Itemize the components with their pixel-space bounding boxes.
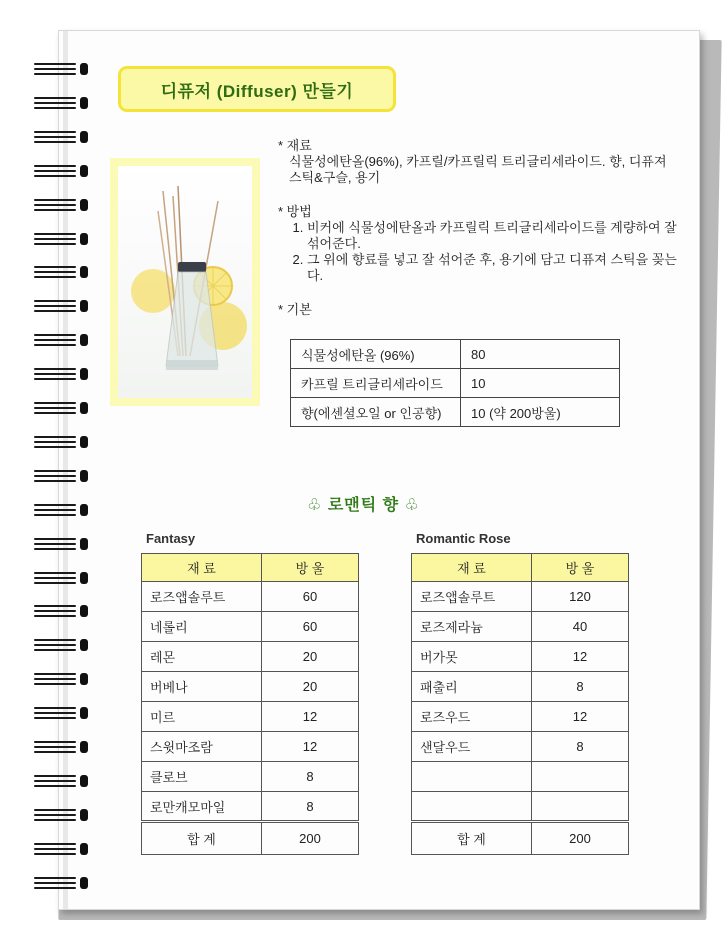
amount-cell: 40	[532, 612, 629, 642]
ingredient-cell: 스윗마조람	[142, 732, 262, 762]
amount-cell: 12	[262, 732, 359, 762]
spiral-ring	[30, 569, 88, 587]
ingredient-cell: 샌달우드	[412, 732, 532, 762]
ingredient-cell	[412, 762, 532, 792]
ingredient-cell: 로즈앱솔루트	[412, 582, 532, 612]
spiral-ring	[30, 196, 88, 214]
ingredient-cell: 로즈제라늄	[412, 612, 532, 642]
basic-recipe-table	[290, 339, 620, 427]
spiral-ring	[30, 535, 88, 553]
total-label: 합 계	[412, 822, 532, 855]
table-row	[412, 702, 629, 732]
amount-cell: 8	[262, 792, 359, 822]
diffuser-illustration	[118, 166, 252, 398]
basic-name: 카프릴 트리글리세라이드	[291, 369, 461, 398]
spiral-ring	[30, 230, 88, 248]
page-title: 디퓨저 (Diffuser) 만들기	[118, 66, 396, 112]
recipe-name-fantasy: Fantasy	[146, 531, 196, 546]
spiral-ring	[30, 806, 88, 824]
spiral-ring	[30, 263, 88, 281]
diffuser-photo	[118, 166, 252, 398]
spiral-ring	[30, 433, 88, 451]
ingredient-cell: 클로브	[142, 762, 262, 792]
total-row	[412, 822, 629, 855]
amount-cell: 20	[262, 642, 359, 672]
diffuser-photo-frame	[110, 158, 260, 406]
basic-amount: 10	[461, 369, 620, 398]
recipe-table-fantasy	[141, 553, 359, 855]
table-row	[291, 340, 620, 369]
table-row	[142, 792, 359, 822]
table-row	[142, 732, 359, 762]
column-header-amount: 방 울	[532, 554, 629, 582]
amount-cell: 60	[262, 582, 359, 612]
ingredient-cell: 로즈앱솔루트	[142, 582, 262, 612]
total-label: 합 계	[142, 822, 262, 855]
total-value: 200	[262, 822, 359, 855]
ingredient-cell	[412, 792, 532, 822]
table-row	[412, 582, 629, 612]
spiral-ring	[30, 874, 88, 892]
table-row	[142, 672, 359, 702]
table-row	[142, 612, 359, 642]
materials-heading: * 재료	[278, 138, 312, 153]
materials-text: 식물성에탄올(96%), 카프릴/카프릴릭 트리글리세라이드. 향, 디퓨져스틱&구슬, 용기	[289, 154, 667, 185]
table-row	[412, 792, 629, 822]
column-header-ingredient: 재 료	[412, 554, 532, 582]
spiral-ring	[30, 602, 88, 620]
amount-cell: 8	[532, 672, 629, 702]
spiral-ring	[30, 467, 88, 485]
amount-cell: 12	[532, 642, 629, 672]
table-row	[291, 369, 620, 398]
spiral-ring	[30, 840, 88, 858]
spiral-ring	[30, 128, 88, 146]
amount-cell: 8	[262, 762, 359, 792]
ingredient-cell: 버베나	[142, 672, 262, 702]
spiral-ring	[30, 670, 88, 688]
table-row	[142, 582, 359, 612]
table-header-row	[142, 554, 359, 582]
basic-amount: 80	[461, 340, 620, 369]
amount-cell: 8	[532, 732, 629, 762]
table-row	[142, 702, 359, 732]
amount-cell: 60	[262, 612, 359, 642]
spiral-ring	[30, 297, 88, 315]
spiral-ring	[30, 331, 88, 349]
instructions	[278, 138, 678, 318]
spiral-ring	[30, 636, 88, 654]
amount-cell: 12	[262, 702, 359, 732]
method-steps	[278, 220, 678, 284]
spiral-ring	[30, 365, 88, 383]
ingredient-cell: 미르	[142, 702, 262, 732]
amount-cell	[532, 792, 629, 822]
amount-cell: 120	[532, 582, 629, 612]
table-row	[142, 762, 359, 792]
table-row	[291, 398, 620, 427]
spiral-ring	[30, 60, 88, 78]
spiral-ring	[30, 162, 88, 180]
table-row	[412, 732, 629, 762]
ingredient-cell: 패출리	[412, 672, 532, 702]
column-header-ingredient: 재 료	[142, 554, 262, 582]
total-value: 200	[532, 822, 629, 855]
amount-cell	[532, 762, 629, 792]
table-row	[412, 612, 629, 642]
ingredient-cell: 로즈우드	[412, 702, 532, 732]
basic-name: 식물성에탄올 (96%)	[291, 340, 461, 369]
column-header-amount: 방 울	[262, 554, 359, 582]
method-step: 1. 비커에 식물성에탄올과 카프릴릭 트리글리세라이드를 계량하여 잘 섞어준다.	[307, 220, 678, 252]
spiral-ring	[30, 772, 88, 790]
recipe-name-romantic-rose: Romantic Rose	[416, 531, 511, 546]
section-title: ♧ 로맨틱 향 ♧	[307, 497, 420, 514]
table-row	[142, 642, 359, 672]
table-header-row	[412, 554, 629, 582]
ingredient-cell: 레몬	[142, 642, 262, 672]
amount-cell: 12	[532, 702, 629, 732]
total-row	[142, 822, 359, 855]
ingredient-cell: 네롤리	[142, 612, 262, 642]
method-step: 2. 그 위에 향료를 넣고 잘 섞어준 후, 용기에 담고 디퓨져 스틱을 꽂는다.	[307, 252, 678, 284]
spiral-ring	[30, 94, 88, 112]
basic-name: 향(에센셜오일 or 인공향)	[291, 398, 461, 427]
ingredient-cell: 로만캐모마일	[142, 792, 262, 822]
spiral-ring	[30, 399, 88, 417]
basic-amount: 10 (약 200방울)	[461, 398, 620, 427]
table-row	[412, 762, 629, 792]
spiral-ring	[30, 704, 88, 722]
method-heading: * 방법	[278, 204, 312, 219]
spiral-binding	[30, 60, 90, 880]
amount-cell: 20	[262, 672, 359, 702]
table-row	[412, 672, 629, 702]
ingredient-cell: 버가못	[412, 642, 532, 672]
table-row	[412, 642, 629, 672]
basic-heading: * 기본	[278, 302, 312, 317]
recipe-table-romantic-rose	[411, 553, 629, 855]
spiral-ring	[30, 738, 88, 756]
